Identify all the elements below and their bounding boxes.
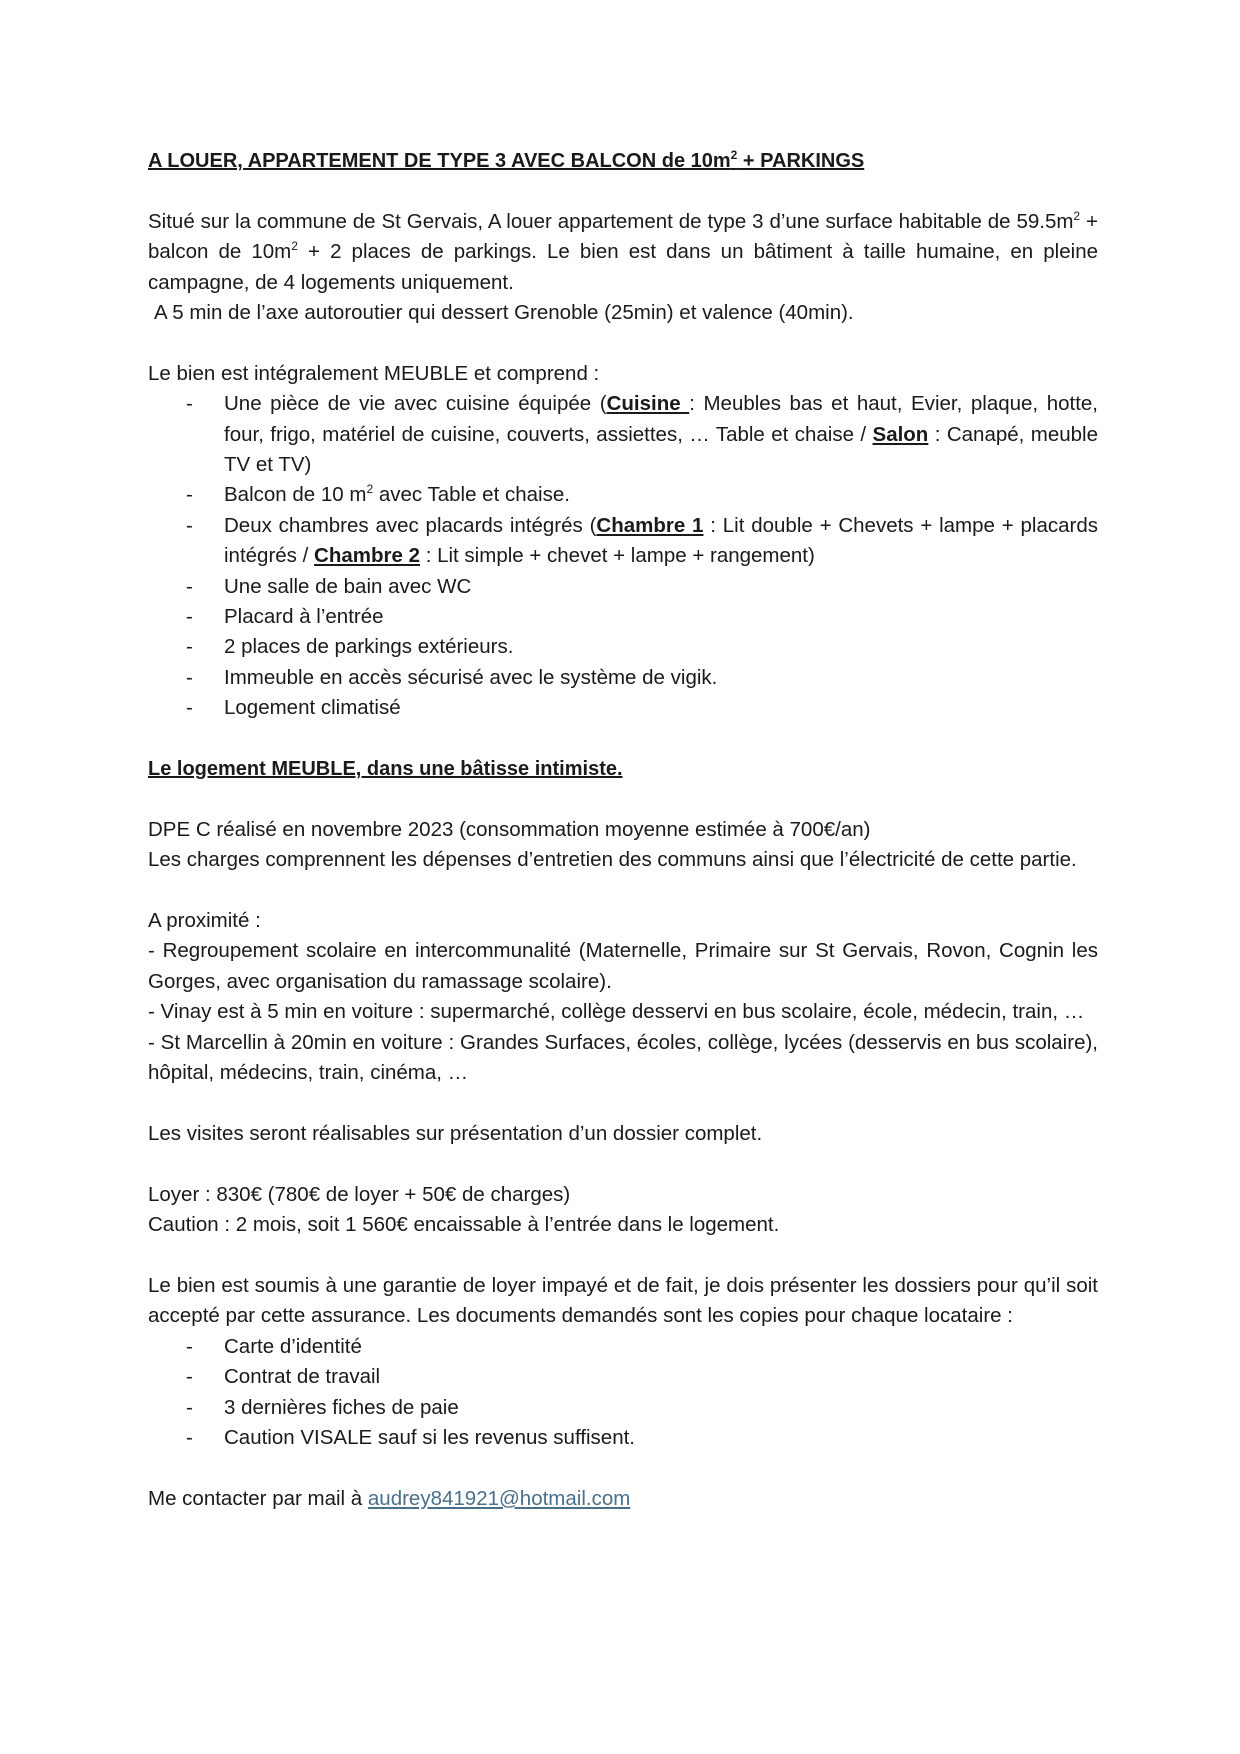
documents-list — [148, 1332, 1098, 1454]
list-item: - 2 places de parkings extérieurs. — [186, 635, 514, 659]
page-title — [148, 146, 1098, 176]
charges-line: Les charges comprennent les dépenses d’entretien des communs ainsi que l’électricité de cette partie. — [148, 848, 1077, 872]
title-superscript: 2 — [730, 148, 738, 162]
title-tail: + PARKINGS — [737, 150, 865, 172]
deposit-line: Caution : 2 mois, soit 1 560€ encaissable à l’entrée dans le logement. — [148, 1213, 780, 1237]
list-item: - Logement climatisé — [186, 696, 401, 720]
list-item: - Contrat de travail — [186, 1365, 381, 1389]
section-subtitle: Le logement MEUBLE, dans une bâtisse intimiste. — [148, 758, 623, 781]
intro-paragraph: Situé sur la commune de St Gervais, A louer appartement de type 3 d’une surface habitable de $59.5m^2$ + balcon de $10m^2 + 2$ places de parkings. Le bien est dans un bâtiment à taille humaine, en pleine campagne, de 4 logements uniquement. — [148, 208, 1098, 294]
features-lead: Le bien est intégralement MEUBLE et comprend : — [148, 361, 600, 385]
email-link[interactable]: audrey841921@hotmail.com — [367, 1486, 631, 1510]
list-item: - Une salle de bain avec WC — [186, 574, 472, 598]
dpe-line: DPE C réalisé en novembre 2023 (consommation moyenne estimée à 700€/an) — [148, 817, 871, 841]
proximity-lead: A proximité : — [148, 909, 261, 933]
list-item: - Caution VISALE sauf si les revenus suffisent. — [186, 1425, 635, 1449]
list-item: - Immeuble en accès sécurisé avec le système de vigik. — [186, 665, 718, 689]
visits-line: Les visites seront réalisables sur présentation d’un dossier complet. — [148, 1121, 763, 1145]
proximity-line: - Regroupement scolaire en intercommunalité (Maternelle, Primaire sur St Gervais, Rovon, Cognin les Gorges, avec organisation du ramassage scolaire). — [148, 939, 1098, 993]
list-item: - Carte d’identité — [186, 1334, 362, 1358]
highway-access: A 5 min de l’axe autoroutier qui dessert Grenoble (25min) et valence (40min). — [154, 301, 854, 325]
features-list — [148, 389, 1098, 723]
list-item: - Placard à l’entrée — [186, 605, 384, 629]
list-item: - Balcon de 10 $m^2$ avec Table et chaise. — [186, 482, 570, 507]
guarantee-paragraph: Le bien est soumis à une garantie de loyer impayé et de fait, je dois présenter les dossiers pour qu’il soit accepté par cette assurance. Les documents demandés sont les copies pour chaque locataire : — [148, 1273, 1098, 1328]
proximity-line: - St Marcellin à 20min en voiture : Grandes Surfaces, écoles, collège, lycées (desservis en bus scolaire), hôpital, médecins, train, cinéma, … — [148, 1030, 1098, 1085]
rent-line: Loyer : 830€ (780€ de loyer + 50€ de charges) — [148, 1182, 571, 1206]
title-text: A LOUER, APPARTEMENT DE TYPE 3 AVEC BALCON de 10m — [148, 150, 731, 172]
list-item: - Une pièce de vie avec cuisine équipée (Cuisine : Meubles bas et haut, Evier, plaque, hotte, four, frigo, matériel de cuisine, couverts, assiettes, … Table et chaise / Salon : Canapé, meuble TV et TV) — [186, 392, 1098, 477]
proximity-line: - Vinay est à 5 min en voiture : supermarché, collège desservi en bus scolaire, école, médecin, train, … — [148, 1000, 1085, 1024]
list-item: - 3 dernières fiches de paie — [186, 1395, 459, 1419]
list-item: - Deux chambres avec placards intégrés (Chambre 1 : Lit double + Chevets + lampe + placards intégrés / Chambre 2 : Lit simple + chevet + lampe + rangement) — [186, 513, 1098, 568]
contact-line: Me contacter par mail à audrey841921@hotmail.com — [148, 1486, 631, 1510]
document-page — [148, 146, 1098, 1514]
